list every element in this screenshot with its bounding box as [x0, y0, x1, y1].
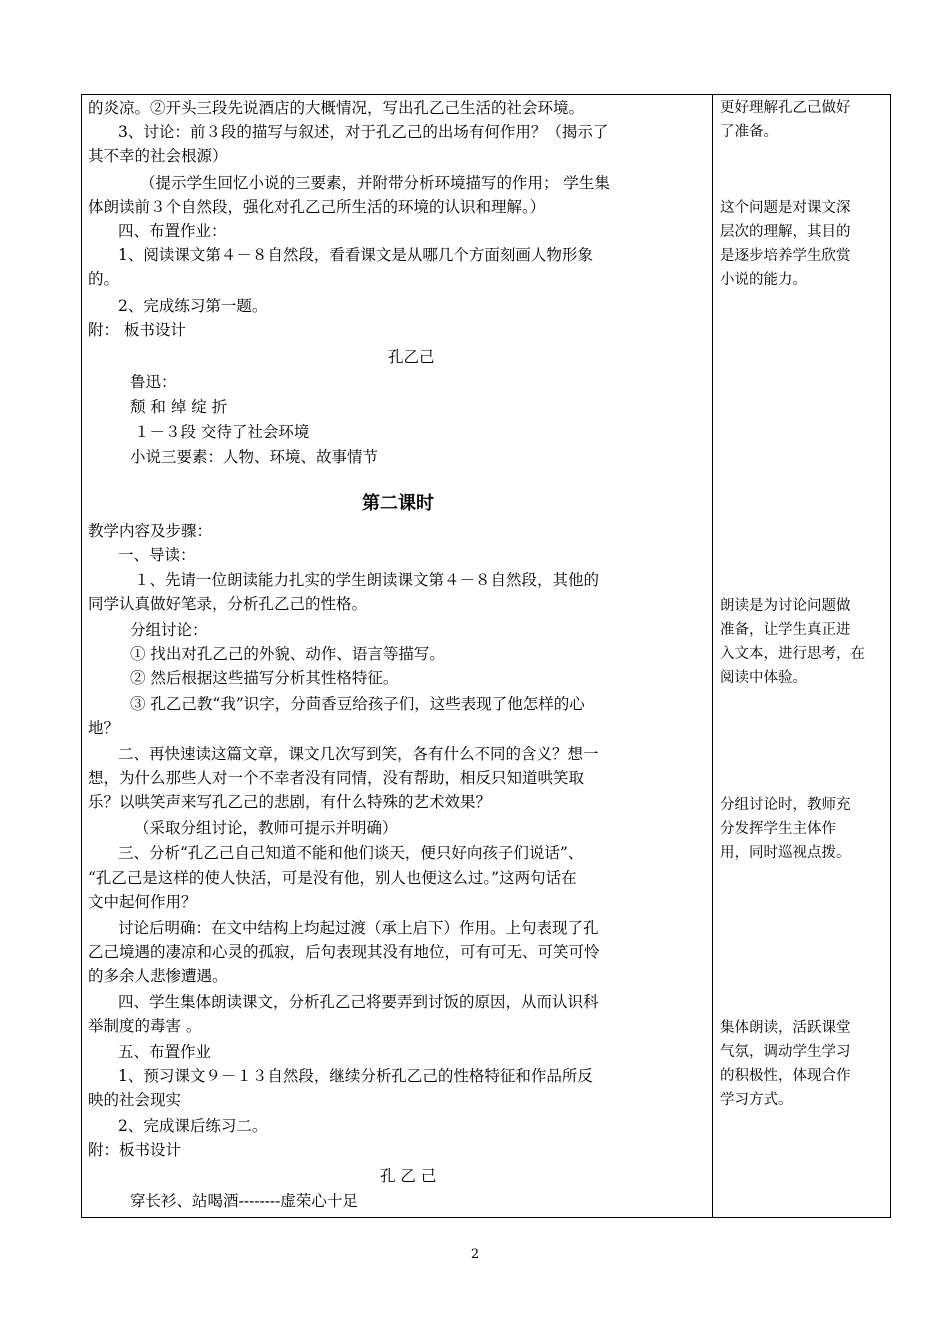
- note-line: 小说的能力。: [720, 272, 807, 288]
- note-line: 层次的理解，其目的: [720, 224, 851, 240]
- content-line: 附：板书设计: [88, 1141, 182, 1159]
- content-line: 孔 乙 己: [380, 1167, 437, 1185]
- content-line: 其不幸的社会根源）: [88, 147, 228, 165]
- content-line: ③ 孔乙己教“我”识字，分茴香豆给孩子们，这些表现了他怎样的心: [130, 695, 585, 713]
- column-divider: [712, 94, 713, 1218]
- content-line: 颓 和 绰 绽 折: [130, 398, 228, 416]
- note-line: 入文本，进行思考，在: [720, 646, 865, 662]
- content-line: 讨论后明确：在文中结构上均起过渡（承上启下）作用。上句表现了孔: [118, 919, 599, 937]
- content-line: “孔乙己是这样的使人快活，可是没有他，别人也便这么过。”这两句话在: [88, 869, 577, 887]
- content-line: 的多余人悲惨遭遇。: [88, 967, 228, 985]
- content-line: 映的社会现实: [88, 1091, 182, 1109]
- section-heading: 第二课时: [362, 493, 434, 514]
- note-line: 集体朗读，活跃课堂: [720, 1020, 851, 1036]
- note-line: 更好理解孔乙己做好: [720, 100, 851, 116]
- content-line: ② 然后根据这些描写分析其性格特征。: [130, 669, 399, 687]
- content-line: 分组讨论：: [130, 621, 208, 639]
- content-line: 五、布置作业: [118, 1043, 212, 1061]
- content-line: 1、预习课文９－１３自然段，继续分析孔乙己的性格特征和作品所反: [118, 1067, 593, 1085]
- content-line: 乙己境遇的凄凉和心灵的孤寂，后句表现其没有地位，可有可无、可笑可怜: [88, 943, 600, 961]
- content-line: 小说三要素：人物、环境、故事情节: [130, 448, 379, 466]
- content-line: 3、讨论：前３段的描写与叙述，对于孔乙己的出场有何作用？（揭示了: [118, 123, 609, 141]
- note-line: 的积极性，体现合作: [720, 1068, 851, 1084]
- content-line: 1、阅读课文第４－８自然段，看看课文是从哪几个方面刻画人物形象: [118, 246, 593, 264]
- content-line: 一、导读：: [118, 546, 196, 564]
- content-line: ① 找出对孔乙己的外貌、动作、语言等描写。: [130, 645, 445, 663]
- content-line: （提示学生回忆小说的三要素，并附带分析环境描写的作用； 学生集: [140, 174, 610, 192]
- content-line: 穿长衫、站喝酒--------虚荣心十足: [130, 1192, 358, 1210]
- content-line: 的。: [88, 270, 120, 288]
- content-line: 四、布置作业：: [118, 222, 227, 240]
- note-line: 学习方式。: [720, 1092, 793, 1108]
- content-line: 鲁迅：: [130, 373, 177, 391]
- content-line: 2、完成课后练习二。: [118, 1117, 268, 1135]
- content-line: 乐？以哄笑声来写孔乙己的悲剧，有什么特殊的艺术效果？: [88, 793, 492, 811]
- note-line: 是逐步培养学生欣赏: [720, 248, 851, 264]
- note-line: 用，同时巡视点拨。: [720, 845, 851, 861]
- content-line: １、先请一位朗读能力扎实的学生朗读课文第４－８自然段，其他的: [134, 571, 600, 589]
- content-line: 孔乙己: [388, 348, 435, 366]
- note-line: 准备，让学生真正进: [720, 622, 851, 638]
- content-line: 的炎凉。②开头三段先说酒店的大概情况，写出孔乙己生活的社会环境。: [88, 99, 585, 117]
- note-line: 这个问题是对课文深: [720, 200, 851, 216]
- content-line: 教学内容及步骤：: [88, 522, 213, 540]
- content-line: 三、分析“孔乙己自己知道不能和他们谈天，便只好向孩子们说话”、: [118, 844, 584, 862]
- content-line: 同学认真做好笔录，分析孔乙己的性格。: [88, 595, 368, 613]
- content-line: 四、学生集体朗读课文，分析孔乙己将要弄到讨饭的原因，从而认识科: [118, 993, 599, 1011]
- note-line: 分组讨论时，教师充: [720, 797, 851, 813]
- content-line: 体朗读前３个自然段，强化对孔乙己所生活的环境的认识和理解。）: [88, 198, 546, 216]
- page-number: 2: [470, 1247, 480, 1262]
- content-line: 二、再快速读这篇文章，课文几次写到笑，各有什么不同的含义？想一: [118, 745, 599, 763]
- content-line: 想，为什么那些人对一个不幸者没有同情，没有帮助，相反只知道哄笑取: [88, 769, 585, 787]
- note-line: 阅读中体验。: [720, 670, 807, 686]
- content-line: １－３段 交待了社会环境: [134, 423, 310, 441]
- content-line: 文中起何作用？: [88, 893, 197, 911]
- content-line: 附： 板书设计: [88, 321, 186, 339]
- note-line: 分发挥学生主体作: [720, 821, 836, 837]
- content-line: （采取分组讨论，教师可提示并明确）: [134, 819, 398, 837]
- note-line: 朗读是为讨论问题做: [720, 598, 851, 614]
- content-line: 2、完成练习第一题。: [118, 297, 268, 315]
- note-line: 气氛，调动学生学习: [720, 1044, 851, 1060]
- content-line: 举制度的毒害 。: [88, 1017, 202, 1035]
- note-line: 了准备。: [720, 124, 778, 140]
- content-line: 地？: [88, 719, 120, 737]
